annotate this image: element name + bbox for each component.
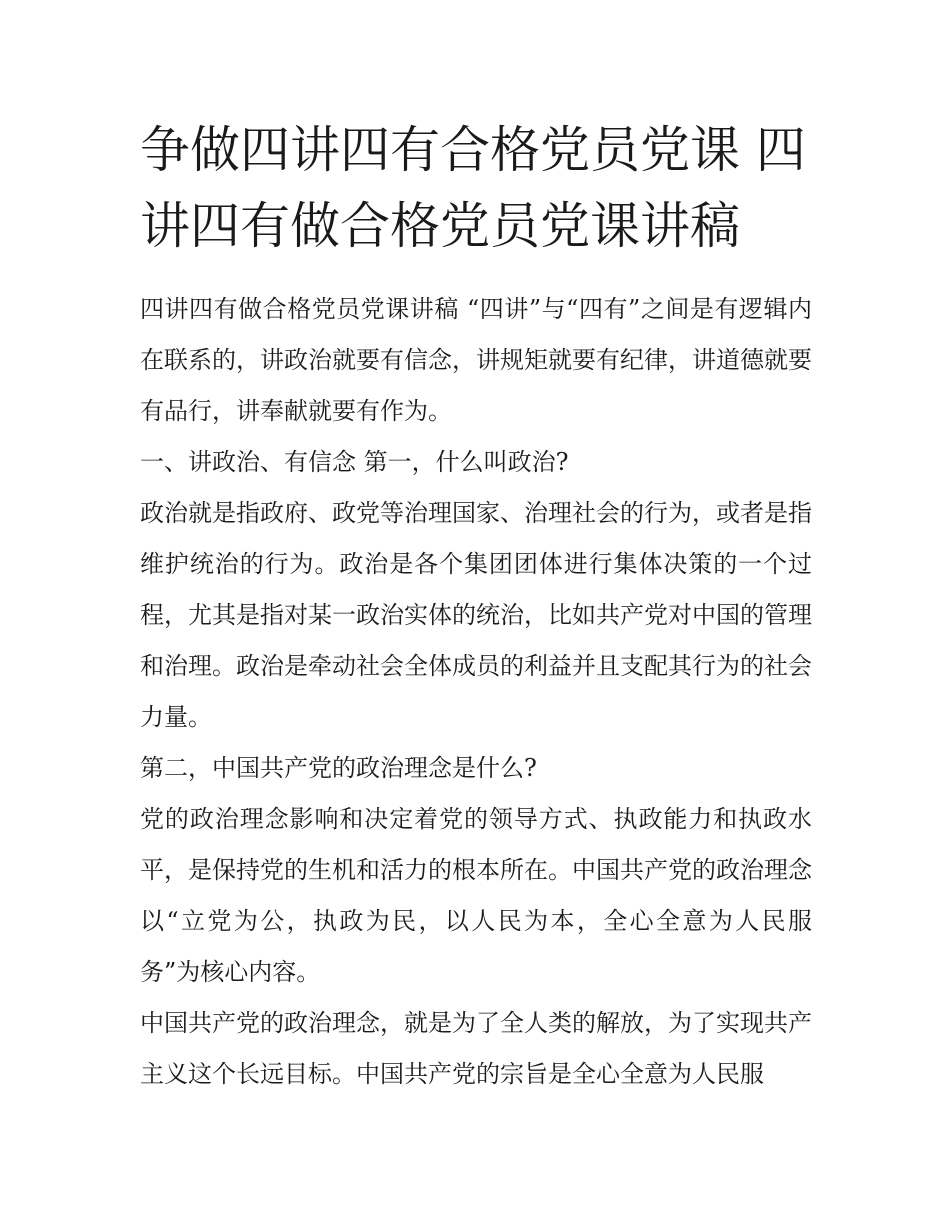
subheading-party-political-concept: 第二，中国共产党的政治理念是什么? [140, 754, 537, 782]
paragraph-intro: 四讲四有做合格党员党课讲稿 “四讲”与“四有”之间是有逻辑内在联系的，讲政治就要有信念，讲规矩就要有纪律，讲道德就要有品行，讲奉献就要有作为。 [140, 295, 812, 425]
section-heading-politics: 一、讲政治、有信念 第一，什么叫政治? [140, 448, 569, 476]
paragraph-politics-definition: 政治就是指政府、政党等治理国家、治理社会的行为，或者是指维护统治的行为。政治是各个集团团体进行集体决策的一个过程，尤其是指对某一政治实体的统治，比如共产党对中国的管理和治理。政治是牵动社会全体成员的利益并且支配其行为的社会力量。 [140, 499, 812, 731]
paragraph-party-political-concept: 党的政治理念影响和决定着党的领导方式、执政能力和执政水平，是保持党的生机和活力的根本所在。中国共产党的政治理念以“立党为公，执政为民，以人民为本，全心全意为人民服务”为核心内容。 [140, 805, 812, 986]
document-body [140, 284, 812, 1100]
document-title: 争做四讲四有合格党员党课 四讲四有做合格党员党课讲稿 [140, 121, 806, 255]
document-page [140, 112, 812, 1100]
paragraph-party-goal: 中国共产党的政治理念，就是为了全人类的解放，为了实现共产主义这个长远目标。中国共产党的宗旨是全心全意为人民服 [140, 1009, 812, 1088]
